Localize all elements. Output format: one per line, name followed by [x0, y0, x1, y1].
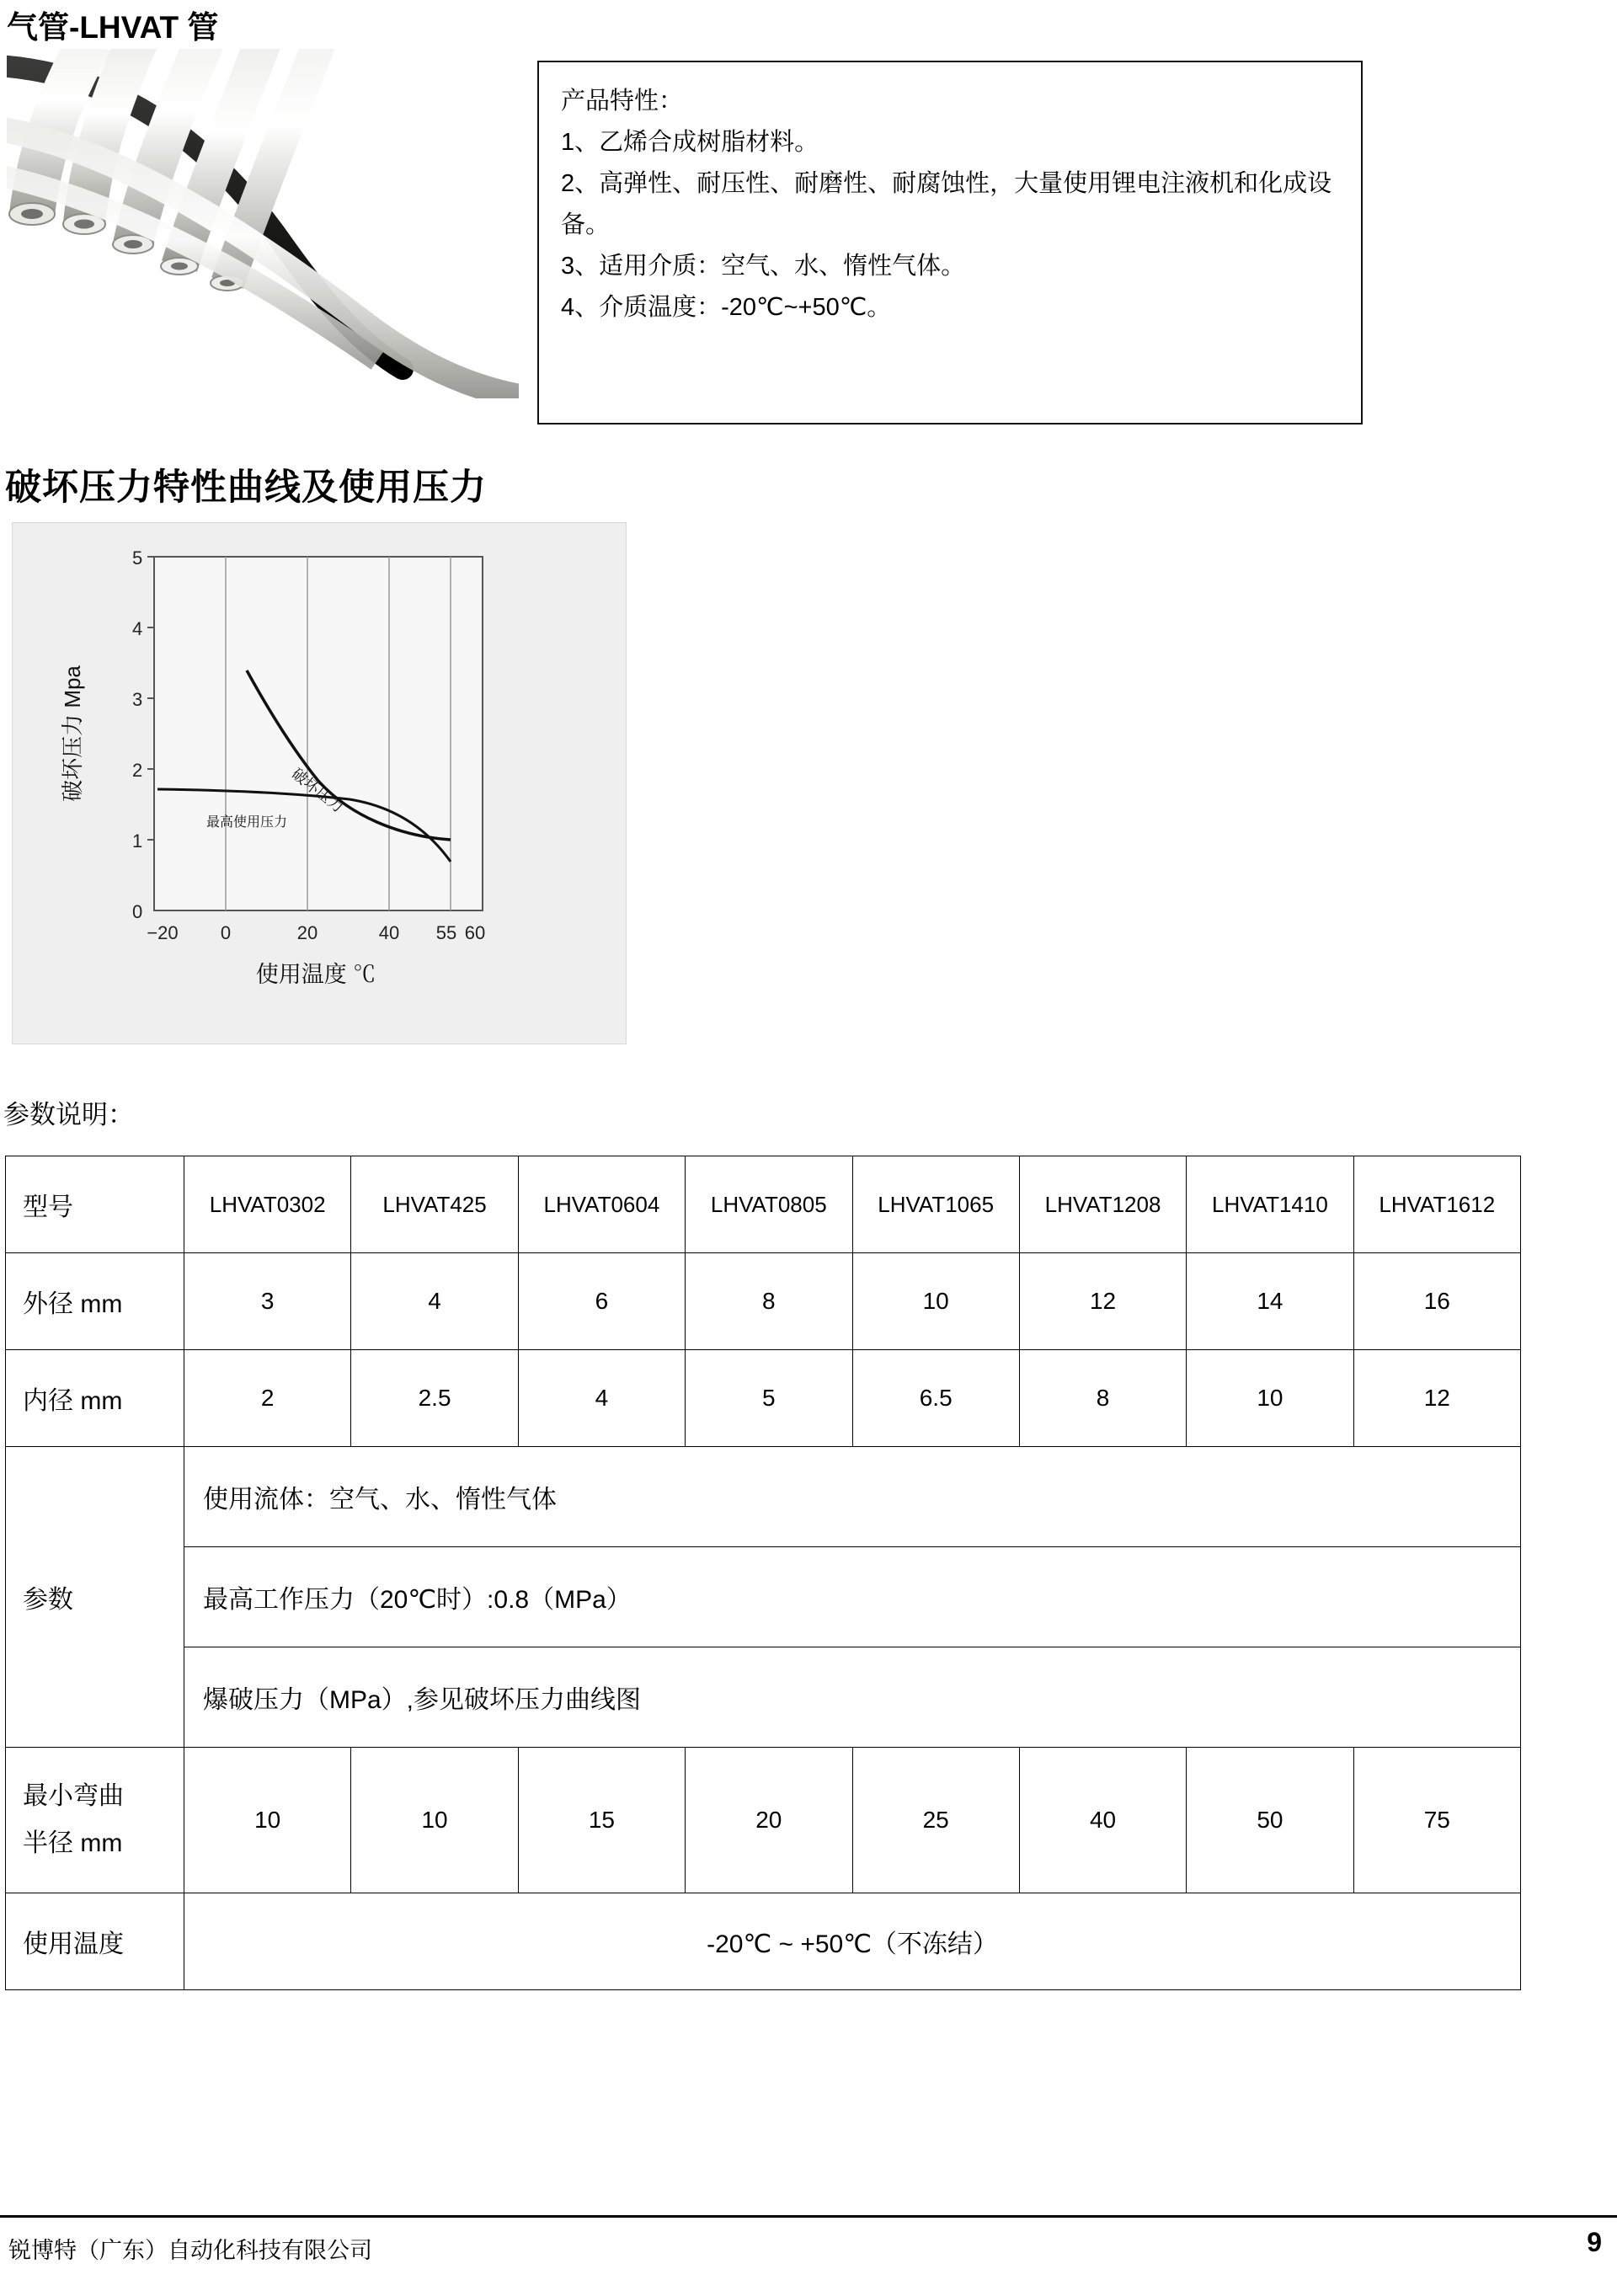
- model-cell: LHVAT1612: [1353, 1156, 1520, 1253]
- svg-text:1: 1: [132, 830, 143, 852]
- bend-cell: 50: [1187, 1748, 1353, 1893]
- features-heading: 产品特性：: [561, 88, 684, 115]
- footer-company: 锐博特（广东）自动化科技有限公司: [8, 2238, 372, 2263]
- model-cell: LHVAT1208: [1019, 1156, 1186, 1253]
- bend-cell: 40: [1019, 1748, 1186, 1893]
- id-cell: 5: [686, 1350, 852, 1447]
- model-cell: LHVAT0302: [184, 1156, 351, 1253]
- bend-cell: 10: [351, 1748, 518, 1893]
- footer-page-number: 9: [1587, 2227, 1602, 2257]
- bend-cell: 10: [184, 1748, 351, 1893]
- row-label-model: 型号: [6, 1156, 184, 1253]
- id-cell: 4: [518, 1350, 685, 1447]
- product-features-box: [537, 61, 1363, 424]
- svg-text:60: 60: [464, 922, 486, 943]
- model-cell: LHVAT0805: [686, 1156, 852, 1253]
- feature-item-3: 3、适用介质：空气、水、惰性气体。: [561, 253, 966, 280]
- od-cell: 14: [1187, 1253, 1353, 1350]
- footer-divider: [0, 2215, 1617, 2218]
- svg-text:20: 20: [296, 922, 318, 943]
- id-cell: 12: [1353, 1350, 1520, 1447]
- param-fluid: 使用流体：空气、水、惰性气体: [184, 1447, 1521, 1547]
- param-max-pressure: 最高工作压力（20℃时）:0.8（MPa）: [184, 1547, 1521, 1647]
- od-cell: 3: [184, 1253, 351, 1350]
- row-label-bend-radius: [6, 1748, 184, 1893]
- id-cell: 8: [1019, 1350, 1186, 1447]
- feature-item-1: 1、乙烯合成树脂材料。: [561, 129, 819, 156]
- table-row-inner-diameter: [6, 1350, 1521, 1447]
- model-cell: LHVAT1410: [1187, 1156, 1353, 1253]
- od-cell: 12: [1019, 1253, 1186, 1350]
- model-cell: LHVAT1065: [852, 1156, 1019, 1253]
- bend-cell: 20: [686, 1748, 852, 1893]
- table-row-param-1: [6, 1447, 1521, 1547]
- svg-text:破坏压力: 破坏压力: [288, 765, 347, 816]
- id-cell: 2.5: [351, 1350, 518, 1447]
- table-row-param-3: [6, 1647, 1521, 1748]
- bend-cell: 25: [852, 1748, 1019, 1893]
- row-label-inner-diameter: 内径 mm: [6, 1350, 184, 1447]
- temperature-value: -20℃ ~ +50℃（不冻结）: [184, 1893, 1521, 1990]
- svg-text:−20: −20: [147, 922, 179, 943]
- table-row-model: [6, 1156, 1521, 1253]
- svg-text:5: 5: [132, 547, 143, 569]
- parameters-label: 参数说明：: [3, 1100, 134, 1129]
- od-cell: 4: [351, 1253, 518, 1350]
- table-row-outer-diameter: [6, 1253, 1521, 1350]
- svg-text:0: 0: [132, 901, 143, 922]
- id-cell: 10: [1187, 1350, 1353, 1447]
- product-photo: [7, 49, 519, 398]
- bend-cell: 15: [518, 1748, 685, 1893]
- od-cell: 16: [1353, 1253, 1520, 1350]
- table-row-param-2: [6, 1547, 1521, 1647]
- row-label-outer-diameter: 外径 mm: [6, 1253, 184, 1350]
- feature-item-4: 4、介质温度：-20℃~+50℃。: [561, 294, 892, 321]
- svg-text:使用温度 ℃: 使用温度 ℃: [255, 962, 376, 987]
- svg-text:破坏压力 Mpa: 破坏压力 Mpa: [60, 665, 85, 802]
- bend-label-line2: 半径 mm: [23, 1829, 123, 1857]
- burst-pressure-chart: [12, 522, 627, 1044]
- svg-text:2: 2: [132, 760, 143, 781]
- svg-text:40: 40: [378, 922, 400, 943]
- row-label-temperature: 使用温度: [6, 1893, 184, 1990]
- curve-section-title: 破坏压力特性曲线及使用压力: [5, 467, 487, 508]
- model-cell: LHVAT0604: [518, 1156, 685, 1253]
- row-label-parameters: 参数: [6, 1447, 184, 1748]
- svg-text:最高使用压力: 最高使用压力: [206, 815, 288, 830]
- param-burst-pressure: 爆破压力（MPa）,参见破坏压力曲线图: [184, 1647, 1521, 1748]
- specification-table: [5, 1156, 1521, 1990]
- id-cell: 6.5: [852, 1350, 1019, 1447]
- table-row-temperature: [6, 1893, 1521, 1990]
- bend-label-line1: 最小弯曲: [23, 1782, 124, 1810]
- svg-text:4: 4: [132, 618, 143, 639]
- table-row-bend-radius: [6, 1748, 1521, 1893]
- od-cell: 10: [852, 1253, 1019, 1350]
- model-cell: LHVAT425: [351, 1156, 518, 1253]
- svg-text:55: 55: [435, 922, 457, 943]
- feature-item-2: 2、高弹性、耐压性、耐磨性、耐腐蚀性，大量使用锂电注液机和化成设备。: [561, 170, 1332, 238]
- page-title: 气管-LHVAT 管: [7, 10, 219, 45]
- svg-text:0: 0: [220, 922, 232, 943]
- id-cell: 2: [184, 1350, 351, 1447]
- bend-cell: 75: [1353, 1748, 1520, 1893]
- od-cell: 8: [686, 1253, 852, 1350]
- od-cell: 6: [518, 1253, 685, 1350]
- svg-text:3: 3: [132, 689, 143, 710]
